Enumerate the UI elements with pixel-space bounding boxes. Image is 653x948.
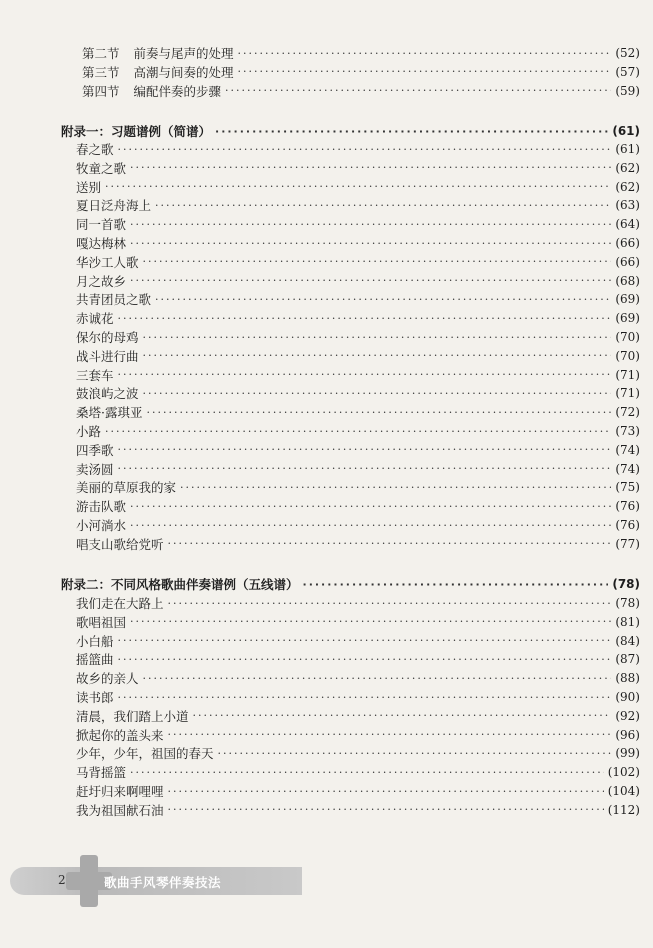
page-ref: (73) [615, 424, 640, 438]
dot-leader [155, 199, 611, 212]
entry-title: 小河淌水 [76, 518, 127, 533]
dot-leader [168, 537, 612, 550]
dot-leader [105, 180, 611, 193]
toc-entry [76, 234, 640, 252]
dot-leader [118, 462, 612, 475]
page-ref: (64) [615, 217, 640, 232]
entry-title: 共青团员之歌 [76, 292, 152, 308]
dot-leader [130, 766, 604, 779]
dot-leader [193, 709, 612, 722]
toc-entry [76, 403, 640, 421]
entry-title: 四季歌 [76, 442, 114, 458]
page-ref: (76) [615, 499, 640, 514]
toc-entry [76, 272, 640, 290]
entry-title: 牧童之歌 [76, 160, 127, 176]
toc-entry [76, 384, 640, 402]
entry-title: 桑塔·露琪亚 [76, 405, 143, 421]
toc-entry [76, 347, 640, 365]
entry-title: 歌唱祖国 [76, 614, 127, 630]
dot-leader [118, 368, 612, 381]
entry-title: 我为祖国献石油 [76, 802, 164, 818]
page-ref: (78) [615, 596, 640, 610]
dot-leader [130, 274, 611, 287]
dot-leader [143, 255, 612, 268]
toc-entry [76, 782, 640, 800]
dot-leader [168, 785, 604, 798]
page-ref: (78) [612, 577, 640, 591]
toc-entry [76, 422, 640, 440]
page-ref: (62) [615, 160, 640, 175]
entry-title: 掀起你的盖头来 [76, 727, 164, 743]
dot-leader [130, 237, 611, 250]
page-ref: (57) [615, 64, 640, 79]
section-number: 第四节 [82, 83, 120, 99]
page-ref: (68) [615, 273, 640, 288]
dot-leader [168, 728, 612, 741]
dot-leader [143, 672, 612, 685]
appendix-heading [61, 575, 640, 593]
dot-leader [218, 747, 612, 760]
dot-leader [105, 425, 611, 438]
toc-entry [76, 196, 640, 214]
dot-leader [238, 65, 612, 78]
page-ref: (69) [615, 311, 640, 326]
toc-entry [76, 763, 640, 781]
page-ref: (71) [615, 367, 640, 382]
toc-entry [76, 478, 640, 496]
page-ref: (61) [612, 124, 640, 138]
dot-leader [238, 47, 612, 60]
page-ref: (72) [615, 405, 640, 420]
toc-entry [76, 669, 640, 687]
toc-entry [76, 290, 640, 308]
page-ref: (90) [615, 690, 640, 704]
page-ref: (87) [615, 652, 640, 667]
entry-title: 小白船 [76, 633, 114, 649]
toc-entry [76, 497, 640, 515]
entry-title: 马背摇篮 [76, 765, 127, 781]
page-ref: (63) [615, 198, 640, 213]
toc-entry [76, 253, 640, 271]
entry-title: 华沙工人歌 [76, 254, 139, 270]
toc-entry [76, 366, 640, 384]
toc-entry [76, 594, 640, 612]
page-ref: (92) [615, 708, 640, 723]
page-ref: (99) [615, 746, 640, 761]
entry-title: 夏日泛舟海上 [76, 198, 152, 214]
section-number: 第三节 [82, 64, 120, 80]
dot-leader [118, 691, 612, 704]
toc-entry [76, 744, 640, 762]
toc-entry [76, 726, 640, 744]
entry-title: 月之故乡 [76, 273, 127, 289]
dot-leader [130, 615, 611, 628]
entry-title: 战斗进行曲 [76, 348, 139, 364]
entry-title: 附录二：不同风格歌曲伴奏谱例（五线谱） [61, 577, 299, 592]
dot-leader [146, 406, 611, 419]
entry-title: 读书郎 [76, 690, 114, 705]
dot-leader [168, 597, 612, 610]
page-ref: (70) [615, 348, 640, 363]
page-ref: (70) [615, 330, 640, 344]
toc-entry [76, 632, 640, 650]
dot-leader [303, 578, 609, 591]
dot-leader [143, 349, 612, 362]
page-ref: (69) [615, 292, 640, 307]
page-ref: (96) [615, 727, 640, 742]
entry-title: 小路 [76, 424, 102, 439]
page-number: 2 [58, 873, 66, 887]
entry-title: 美丽的草原我的家 [76, 480, 177, 496]
dot-leader [118, 312, 612, 325]
toc-entry [76, 159, 640, 177]
page-ref: (104) [607, 784, 640, 798]
entry-title: 卖汤圆 [76, 461, 114, 477]
section-number: 第二节 [82, 46, 120, 61]
page-ref: (77) [615, 536, 640, 551]
page-ref: (52) [615, 46, 640, 60]
dot-leader [155, 293, 611, 306]
entry-title: 三套车 [76, 367, 114, 383]
dot-leader [180, 481, 611, 494]
page-ref: (74) [615, 442, 640, 457]
page-ref: (74) [615, 461, 640, 476]
toc-section-entry [82, 63, 640, 81]
page-ref: (71) [615, 386, 640, 401]
toc-entry [76, 441, 640, 459]
entry-title: 游击队歌 [76, 499, 127, 515]
toc-entry [76, 650, 640, 668]
toc-entry [76, 178, 640, 196]
dot-leader [118, 143, 612, 156]
toc-entry [76, 328, 640, 346]
entry-title: 春之歌 [76, 142, 114, 157]
toc-entry [76, 215, 640, 233]
toc-entry [76, 613, 640, 631]
entry-title: 赶圩归来啊哩哩 [76, 784, 164, 799]
toc-entry [76, 460, 640, 478]
toc-section-entry [82, 44, 640, 62]
page-ref: (75) [615, 480, 640, 495]
dot-leader [215, 125, 608, 138]
page-ref: (61) [615, 142, 640, 156]
page-ref: (59) [615, 83, 640, 98]
entry-title: 附录一：习题谱例（简谱） [61, 124, 212, 139]
page-ref: (66) [615, 254, 640, 269]
page-ref: (102) [607, 765, 640, 780]
entry-title: 保尔的母鸡 [76, 330, 139, 345]
entry-title: 前奏与尾声的处理 [133, 46, 234, 61]
toc-entry [76, 516, 640, 534]
book-title: 歌曲手风琴伴奏技法 [104, 875, 222, 890]
toc-entry [76, 140, 640, 158]
page-ref: (112) [607, 802, 640, 817]
entry-title: 鼓浪屿之波 [76, 386, 139, 402]
dot-leader [130, 218, 611, 231]
entry-title: 摇篮曲 [76, 652, 114, 668]
toc-entry [76, 801, 640, 819]
entry-title: 赤诚花 [76, 311, 114, 327]
entry-title: 高潮与间奏的处理 [133, 64, 234, 80]
entry-title: 清晨，我们踏上小道 [76, 708, 189, 724]
page-ref: (84) [615, 633, 640, 648]
dot-leader [130, 519, 611, 532]
entry-title: 编配伴奏的步骤 [133, 83, 222, 99]
entry-title: 少年，少年，祖国的春天 [76, 746, 214, 762]
dot-leader [225, 84, 611, 97]
entry-title: 同一首歌 [76, 217, 127, 233]
page-ref: (88) [615, 671, 640, 686]
entry-title: 我们走在大路上 [76, 596, 164, 611]
toc-entry [76, 707, 640, 725]
toc-entry [76, 309, 640, 327]
dot-leader [143, 387, 612, 400]
entry-title: 送别 [76, 179, 102, 195]
entry-title: 唱支山歌给党听 [76, 536, 164, 552]
dot-leader [143, 331, 612, 344]
page-ref: (81) [615, 614, 640, 629]
dot-leader [118, 443, 612, 456]
page-ref: (66) [615, 236, 640, 250]
dot-leader [130, 161, 611, 174]
page-ref: (62) [615, 179, 640, 194]
dot-leader [118, 653, 612, 666]
dot-leader [130, 500, 611, 513]
toc-section-entry [82, 82, 640, 100]
dot-leader [118, 634, 612, 647]
appendix-heading [61, 122, 640, 140]
dot-leader [168, 803, 604, 816]
toc-entry [76, 688, 640, 706]
toc-entry [76, 535, 640, 553]
entry-title: 故乡的亲人 [76, 671, 139, 687]
entry-title: 嘎达梅林 [76, 236, 127, 251]
page-ref: (76) [615, 518, 640, 532]
